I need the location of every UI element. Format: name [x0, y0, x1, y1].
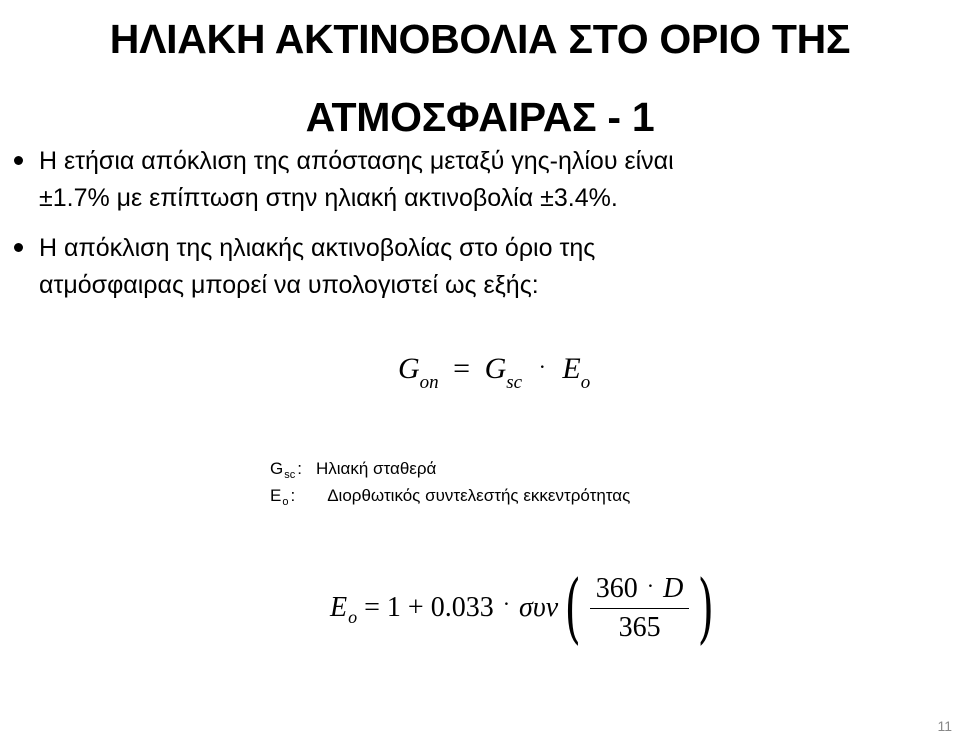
bullet-item — [14, 230, 944, 304]
eq2-lhs-sub: o — [348, 606, 358, 627]
def-symbol-sub: o — [282, 496, 289, 508]
definition-symbol — [270, 459, 295, 479]
equation-eo — [330, 563, 721, 652]
eq2-num-a: 360 — [595, 572, 638, 604]
eq1-t2: E — [562, 352, 581, 385]
eq2-num-b: D — [663, 572, 684, 604]
eq1-lhs-sub: on — [419, 372, 439, 393]
title-line-1: ΗΛΙΑΚΗ ΑΚΤΙΝΟΒΟΛΙΑ ΣΤΟ ΟΡΙΟ ΤΗΣ — [109, 16, 851, 62]
eq2-plus: + — [407, 592, 424, 623]
definitions — [270, 459, 630, 513]
def-colon: : — [297, 459, 302, 478]
def-symbol-main: E — [270, 486, 282, 505]
eq2-paren-open: ( — [564, 563, 582, 652]
bullet-item — [14, 143, 944, 217]
bullet-line: Η ετήσια απόκλιση της απόστασης μεταξύ γης-ηλίου είναι — [39, 147, 674, 175]
definition-desc: Διορθωτικός συντελεστής εκκεντρότητας — [327, 486, 631, 505]
eq2-mul: · — [502, 591, 511, 616]
definition-row — [270, 459, 630, 486]
definition-desc: Ηλιακή σταθερά — [315, 459, 437, 478]
eq2-one: 1 — [386, 592, 401, 623]
def-symbol-sub: sc — [284, 469, 296, 481]
definition-symbol — [270, 486, 288, 506]
eq1-t1: G — [484, 352, 507, 385]
eq2-num-mul: · — [646, 572, 655, 598]
eq1-mul: · — [538, 354, 546, 379]
eq2-denominator: 365 — [618, 611, 661, 643]
def-symbol-main: G — [270, 459, 284, 478]
bullet-line: ατμόσφαιρας μπορεί να υπολογιστεί ως εξής: — [39, 271, 539, 299]
def-colon: : — [290, 486, 296, 505]
bullet-dot-icon — [14, 156, 23, 165]
eq2-coef: 0.033 — [430, 592, 494, 623]
slide-title — [0, 0, 960, 156]
title-line-2: ΑΤΜΟΣΦΑΙΡΑΣ - 1 — [305, 94, 655, 140]
eq2-func: συν — [519, 592, 559, 623]
equation-gon — [398, 352, 590, 402]
bullet-text — [39, 143, 674, 217]
bullet-line: ±1.7% με επίπτωση στην ηλιακή ακτινοβολία ±3.4%. — [39, 184, 618, 212]
eq1-equals: = — [453, 352, 471, 385]
bullet-line: Η απόκλιση της ηλιακής ακτινοβολίας στο όριο της — [39, 234, 596, 262]
eq2-paren-close: ) — [698, 563, 715, 652]
eq2-numerator — [590, 573, 690, 609]
bullet-list — [14, 143, 944, 317]
eq2-fraction — [590, 573, 690, 644]
definition-row — [270, 486, 630, 513]
bullet-text — [39, 230, 595, 304]
eq1-lhs: G — [398, 352, 420, 385]
bullet-dot-icon — [14, 243, 23, 252]
eq2-lhs: E — [330, 592, 348, 623]
eq1-t2-sub: o — [580, 372, 591, 393]
page-number: 11 — [937, 718, 952, 734]
eq2-equals: = — [364, 592, 380, 623]
eq1-t1-sub: sc — [506, 372, 523, 393]
